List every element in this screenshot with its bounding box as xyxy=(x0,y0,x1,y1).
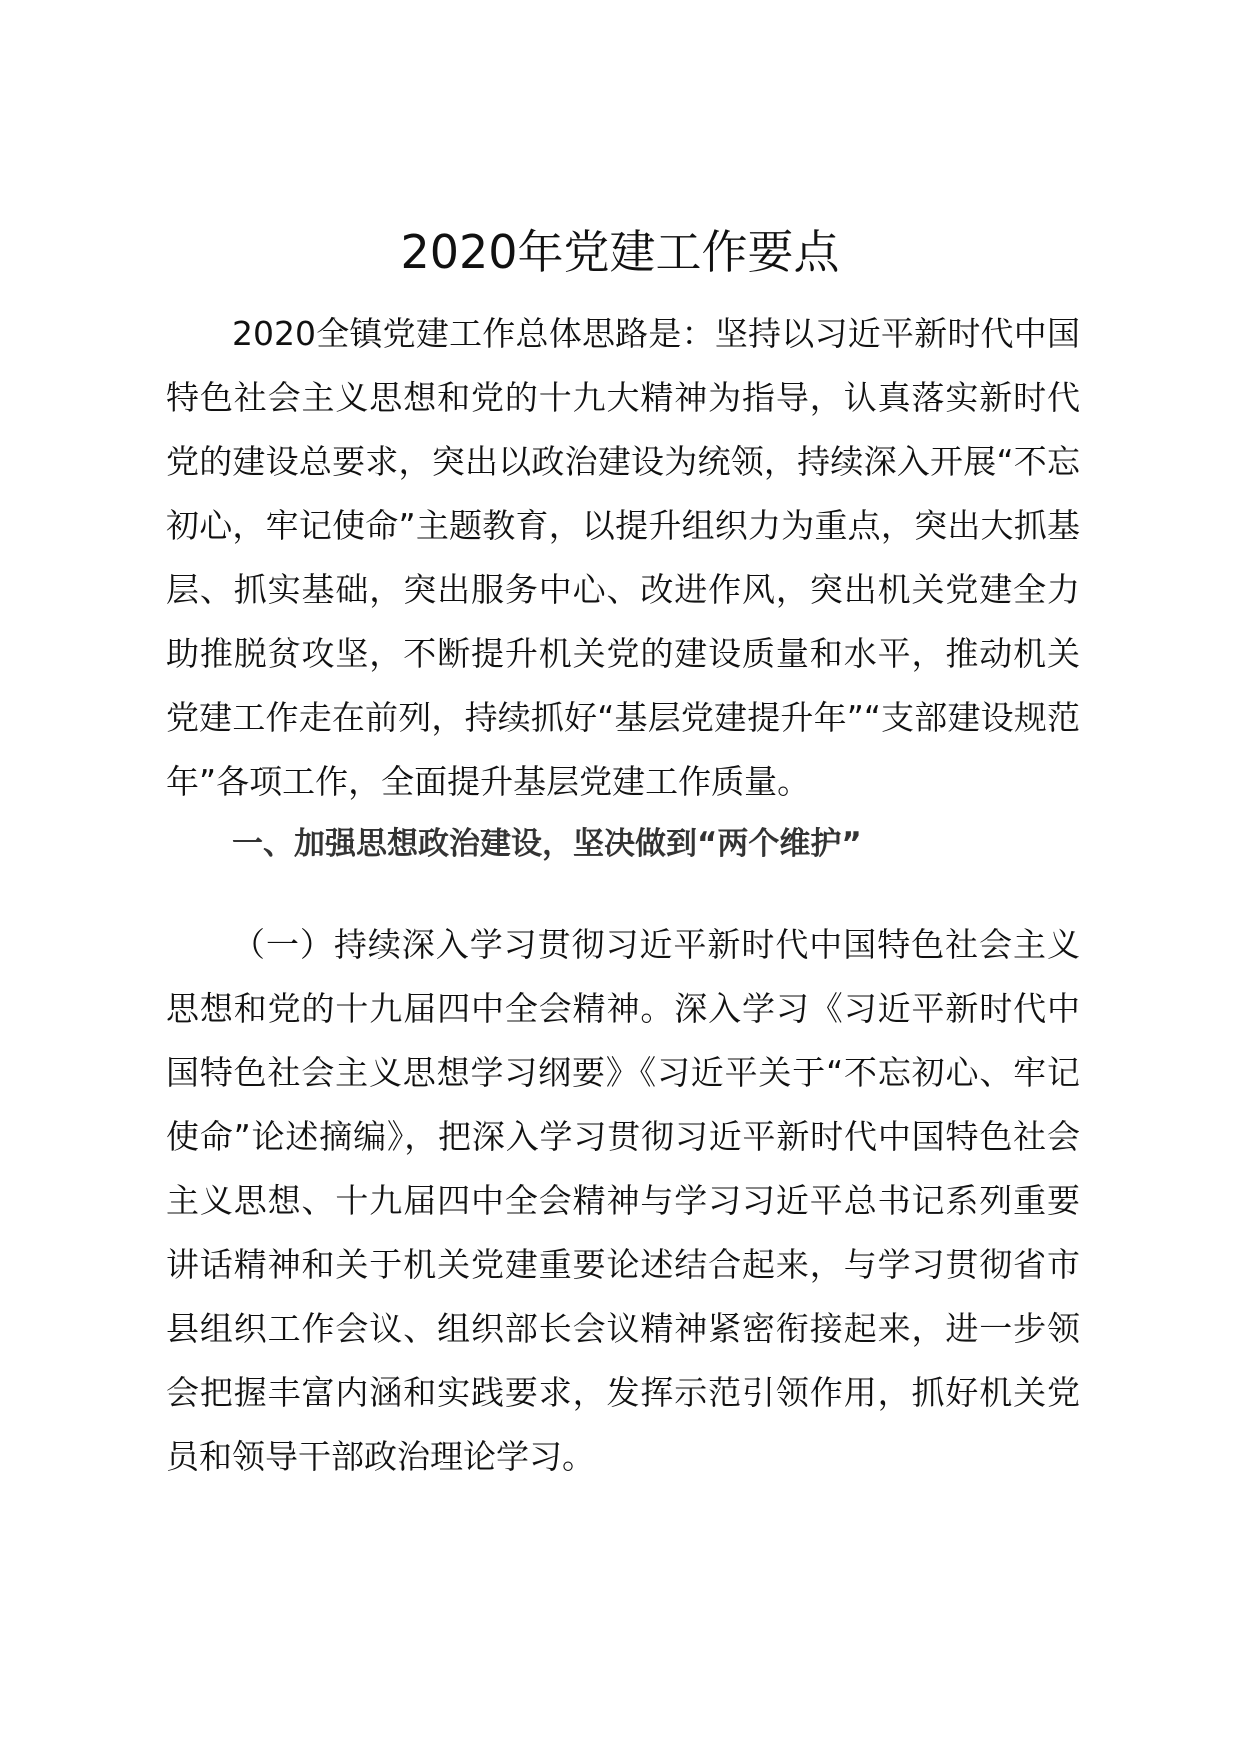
intro-paragraph: 2020全镇党建工作总体思路是：坚持以习近平新时代中国特色社会主义思想和党的十九大精神为指导，认真落实新时代党的建设总要求，突出以政治建设为统领，持续深入开展“不忘初心，牢记使命”主题教育，以提升组织力为重点，突出大抓基层、抓实基础，突出服务中心、改进作风，突出机关党建全力助推脱贫攻坚，不断提升机关党的建设质量和水平，推动机关党建工作走在前列，持续抓好“基层党建提升年”“支部建设规范年”各项工作，全面提升基层党建工作质量。 xyxy=(166,314,1080,801)
section-heading: 一、加强思想政治建设，坚决做到“两个维护” xyxy=(232,826,862,862)
document-title: 2020年党建工作要点 xyxy=(400,225,840,279)
subsection-paragraph: （一）持续深入学习贯彻习近平新时代中国特色社会主义思想和党的十九届四中全会精神。深入学习《习近平新时代中国特色社会主义思想学习纲要》《习近平关于“不忘初心、牢记使命”论述摘编》，把深入学习贯彻习近平新时代中国特色社会主义思想、十九届四中全会精神与学习习近平总书记系列重要讲话精神和关于机关党建重要论述结合起来，与学习贯彻省市县组织工作会议、组织部长会议精神紧密衔接起来，进一步领会把握丰富内涵和实践要求，发挥示范引领作用，抓好机关党员和领导干部政治理论学习。 xyxy=(166,925,1080,1476)
